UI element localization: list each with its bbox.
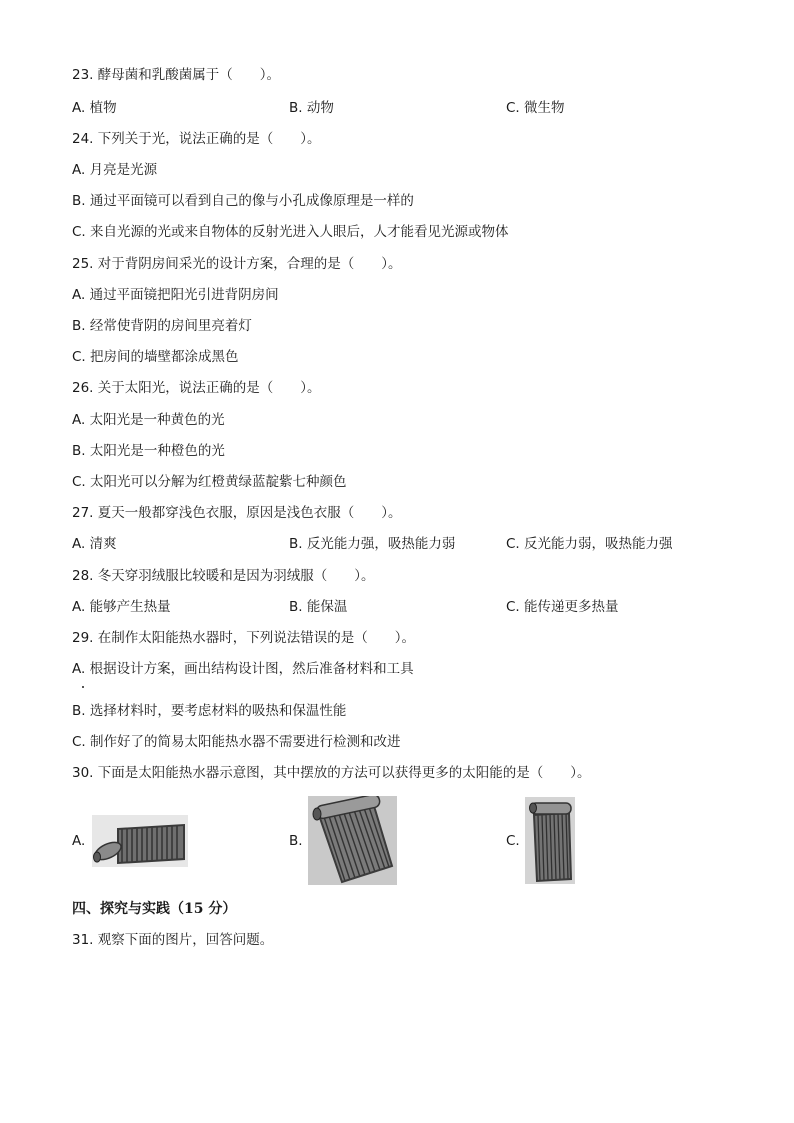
q23-option-a[interactable]: A. 植物: [72, 100, 117, 116]
q24-option-c[interactable]: C. 来自光源的光或来自物体的反射光进入人眼后，人才能看见光源或物体: [72, 224, 509, 240]
question-23: 23. 酵母菌和乳酸菌属于（ ）。: [72, 67, 281, 83]
section-title: 四、探究与实践（15 分）: [72, 901, 237, 917]
q26-option-c[interactable]: C. 太阳光可以分解为红橙黄绿蓝靛紫七种颜色: [72, 474, 347, 490]
q27-option-c[interactable]: C. 反光能力弱，吸热能力强: [506, 536, 673, 552]
q27-option-b[interactable]: B. 反光能力强，吸热能力弱: [289, 536, 456, 552]
question-27: 27. 夏天一般都穿浅色衣服，原因是浅色衣服（ ）。: [72, 505, 402, 521]
solar-heater-flat-icon[interactable]: [92, 815, 188, 867]
question-30: 30. 下面是太阳能热水器示意图，其中摆放的方法可以获得更多的太阳能的是（ ）。: [72, 765, 591, 781]
q26-option-b[interactable]: B. 太阳光是一种橙色的光: [72, 443, 225, 459]
stray-mark: [82, 686, 84, 688]
solar-heater-steep-icon[interactable]: [308, 796, 397, 885]
q24-option-a[interactable]: A. 月亮是光源: [72, 162, 158, 178]
q29-option-b[interactable]: B. 选择材料时，要考虑材料的吸热和保温性能: [72, 703, 347, 719]
q28-option-c[interactable]: C. 能传递更多热量: [506, 599, 619, 615]
q28-option-b[interactable]: B. 能保温: [289, 599, 348, 615]
question-28: 28. 冬天穿羽绒服比较暖和是因为羽绒服（ ）。: [72, 568, 375, 584]
q25-option-c[interactable]: C. 把房间的墙壁都涂成黑色: [72, 349, 239, 365]
q29-option-a[interactable]: A. 根据设计方案，画出结构设计图，然后准备材料和工具: [72, 661, 414, 677]
q23-option-c[interactable]: C. 微生物: [506, 100, 565, 116]
question-31: 31. 观察下面的图片，回答问题。: [72, 932, 274, 948]
q29-option-c[interactable]: C. 制作好了的简易太阳能热水器不需要进行检测和改进: [72, 734, 401, 750]
question-26: 26. 关于太阳光，说法正确的是（ ）。: [72, 380, 321, 396]
question-29: 29. 在制作太阳能热水器时，下列说法错误的是（ ）。: [72, 630, 416, 646]
q28-option-a[interactable]: A. 能够产生热量: [72, 599, 171, 615]
question-24: 24. 下列关于光，说法正确的是（ ）。: [72, 131, 321, 147]
question-25: 25. 对于背阴房间采光的设计方案，合理的是（ ）。: [72, 256, 402, 272]
q26-option-a[interactable]: A. 太阳光是一种黄色的光: [72, 412, 225, 428]
q30-option-b-label[interactable]: B.: [289, 833, 303, 849]
q23-option-b[interactable]: B. 动物: [289, 100, 334, 116]
q25-option-b[interactable]: B. 经常使背阴的房间里亮着灯: [72, 318, 252, 334]
q25-option-a[interactable]: A. 通过平面镜把阳光引进背阴房间: [72, 287, 279, 303]
solar-heater-upright-icon[interactable]: [525, 797, 575, 884]
q30-option-c-label[interactable]: C.: [506, 833, 520, 849]
q30-option-a-label[interactable]: A.: [72, 833, 86, 849]
q24-option-b[interactable]: B. 通过平面镜可以看到自己的像与小孔成像原理是一样的: [72, 193, 414, 209]
q27-option-a[interactable]: A. 清爽: [72, 536, 117, 552]
